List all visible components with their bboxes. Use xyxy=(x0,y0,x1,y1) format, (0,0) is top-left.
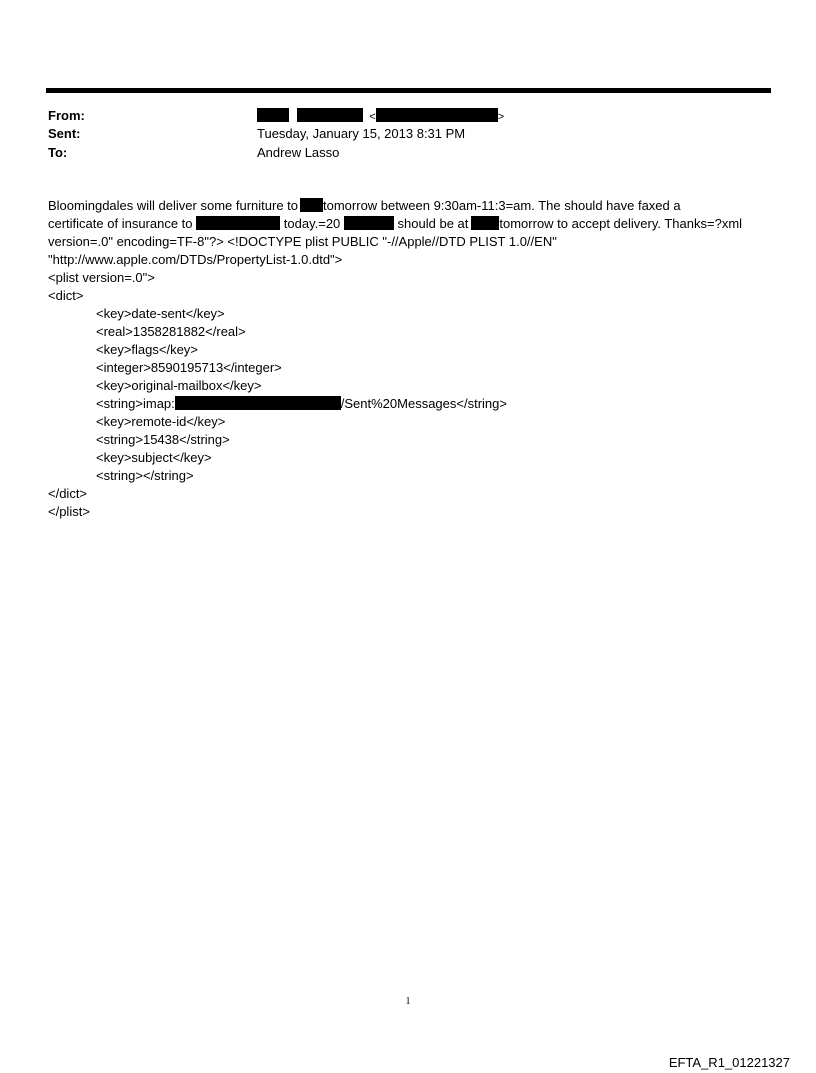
redaction-block xyxy=(175,396,341,410)
body-text: tomorrow to accept delivery. Thanks=?xml xyxy=(499,216,743,231)
body-text: <string>imap: xyxy=(96,396,175,411)
body-line xyxy=(48,395,788,413)
header-rule xyxy=(46,88,771,93)
redaction-block xyxy=(297,108,363,122)
email-body xyxy=(48,197,788,521)
redaction-block xyxy=(196,216,280,230)
bates-number: EFTA_R1_01221327 xyxy=(668,1055,790,1070)
body-line: <key>remote-id</key> xyxy=(96,414,226,429)
body-line: <real>1358281882</real> xyxy=(96,324,246,339)
body-line: version=.0" encoding=TF-8"?> <!DOCTYPE plist PUBLIC "-//Apple//DTD PLIST 1.0//EN" xyxy=(48,234,557,249)
to-value: Andrew Lasso xyxy=(257,145,340,160)
body-text: should be at xyxy=(397,216,469,231)
body-text: Bloomingdales will deliver some furniture to xyxy=(48,198,299,213)
body-line: <plist version=.0"> xyxy=(48,270,155,285)
sent-label: Sent: xyxy=(48,126,81,141)
body-line: <string>15438</string> xyxy=(96,432,230,447)
body-line: <key>flags</key> xyxy=(96,342,198,357)
body-line: <key>date-sent</key> xyxy=(96,306,225,321)
body-line: <integer>8590195713</integer> xyxy=(96,360,282,375)
body-line xyxy=(48,215,788,233)
body-line: </dict> xyxy=(48,486,88,501)
body-line: "http://www.apple.com/DTDs/PropertyList-1.0.dtd"> xyxy=(48,252,343,267)
body-line: <dict> xyxy=(48,288,84,303)
redaction-block xyxy=(257,108,289,122)
from-value xyxy=(257,107,504,126)
body-line xyxy=(48,197,788,215)
from-gt: > xyxy=(497,111,505,123)
body-line: <key>subject</key> xyxy=(96,450,212,465)
redaction-block xyxy=(344,216,394,230)
redaction-block xyxy=(300,198,323,212)
body-line: <key>original-mailbox</key> xyxy=(96,378,262,393)
sent-value: Tuesday, January 15, 2013 8:31 PM xyxy=(257,126,466,141)
page-number: 1 xyxy=(405,996,411,1007)
body-text: certificate of insurance to xyxy=(48,216,193,231)
body-line: <string></string> xyxy=(96,468,194,483)
body-text: today.=20 xyxy=(283,216,341,231)
from-label: From: xyxy=(48,108,85,123)
body-text: /Sent%20Messages</string> xyxy=(340,396,507,411)
from-lt: < xyxy=(369,111,376,123)
body-text: tomorrow between 9:30am-11:3=am. The should have faxed a xyxy=(323,198,681,213)
to-label: To: xyxy=(48,145,68,160)
body-line: </plist> xyxy=(48,504,90,519)
redaction-block xyxy=(471,216,499,230)
redaction-block xyxy=(376,108,498,122)
